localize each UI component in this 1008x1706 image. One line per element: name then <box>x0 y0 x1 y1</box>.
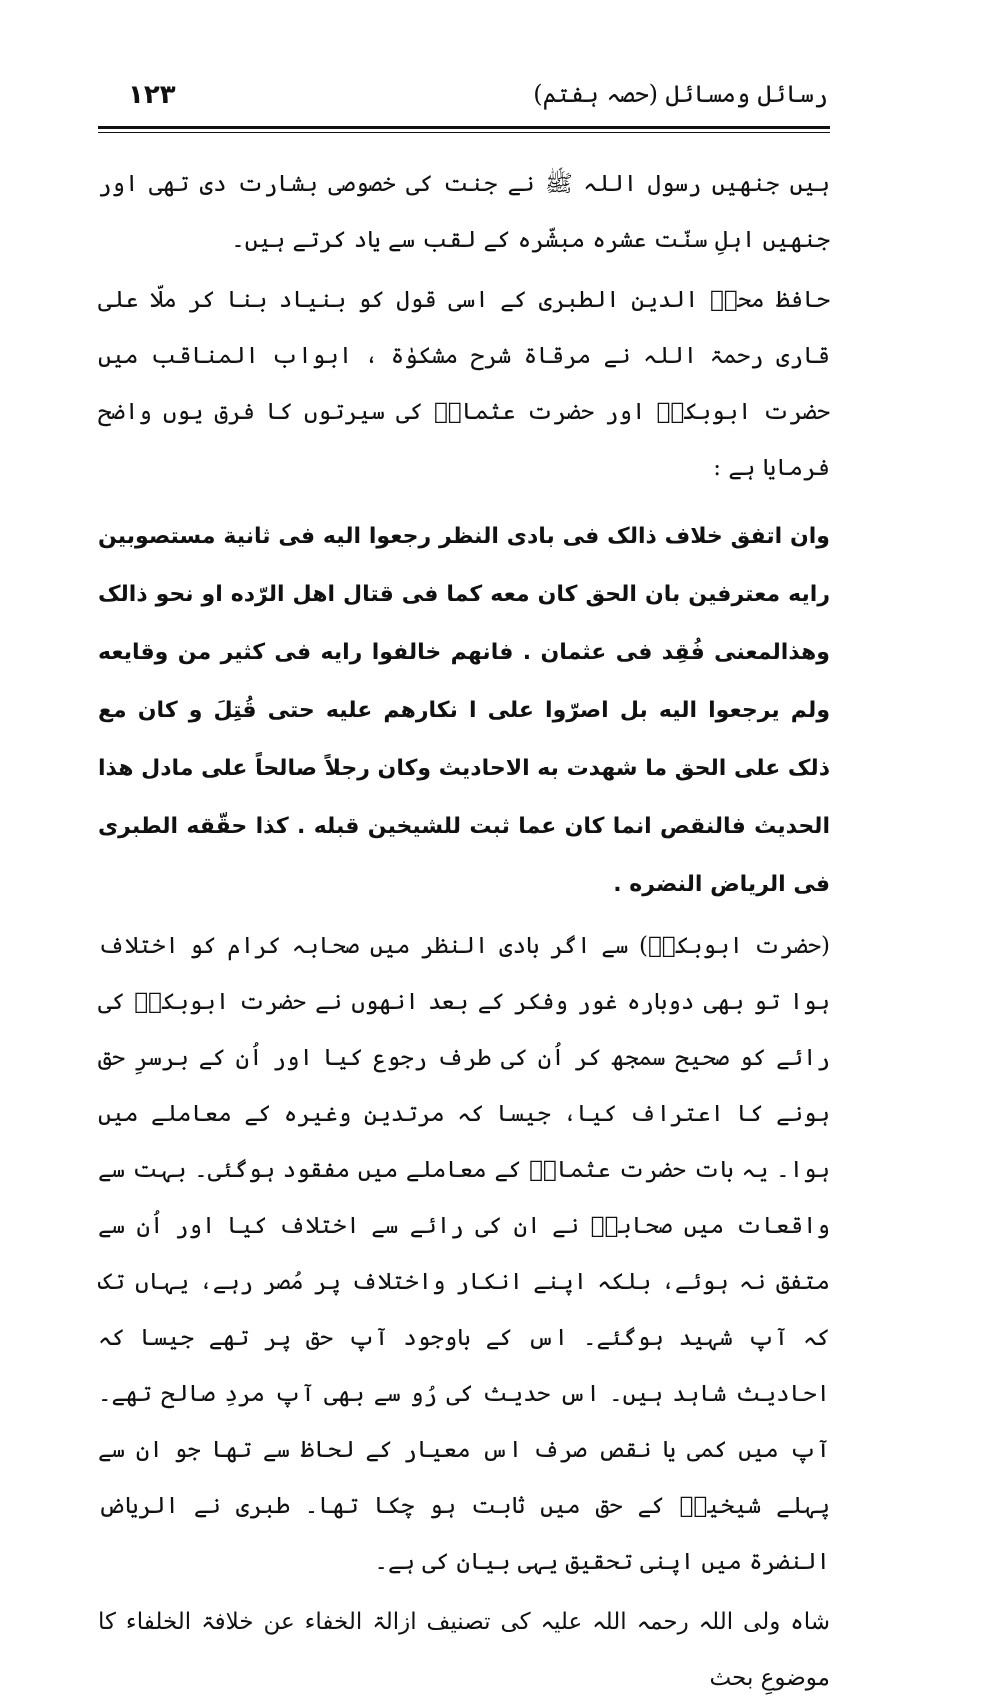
header-rule-thick <box>98 126 830 129</box>
page-header <box>98 80 828 120</box>
arabic-quotation: وان اتفق خلاف ذالک فی بادی النظر رجعوا الیه فی ثانية مستصوبين رايه معترفين بان الحق كان معه كما فی قتال اهل الرّده او نحو ذالک وهذالمعنى فُقِد فی عثمان . فانهم خالفوا رايه فی كثير من وقايعه ولم يرجعوا اليه بل اصرّوا على ا نكارهم عليه حتی قُتِلَ و كان مع ذلک على الحق ما شهدت به الاحاديث وكان رجلاً صالحاً على مادل هذا الحديث فالنقص انما كان عما ثبت للشيخين قبله . كذا حقّقه الطبری فی الرياض النضره . <box>98 524 830 897</box>
header-rule-thin <box>98 132 830 133</box>
paragraph-5: شاہ ولی اللہ رحمہ اللہ علیہ کی تصنیف ازالۃ الخفاء عن خلافۃ الخلفاء کا موضوعِ بحث <box>98 1609 830 1691</box>
running-title: رسائل ومسائل (حصہ ہفتم) <box>533 80 828 108</box>
paragraph-translation: (حضرت ابوبکرؓ) سے اگر بادی النظر میں صحابہ کرام کو اختلاف ہوا تو بھی دوبارہ غور وفکر کے بعد انھوں نے حضرت ابوبکرؓ کی رائے کو صحیح سمجھ کر اُن کی طرف رجوع کیا اور اُن کے برسرِ حق ہونے کا اعتراف کیا، جیسا کہ مرتدین وغیرہ کے معاملے میں ہوا۔ یہ بات حضرت عثمانؓ کے معاملے میں مفقود ہوگئی۔ بہت سے واقعات میں صحابہؓ نے ان کی رائے سے اختلاف کیا اور اُن سے متفق نہ ہوئے، بلکہ اپنے انکار واختلاف پر مُصر رہے، یہاں تک کہ آپ شہید ہوگئے۔ اس کے باوجود آپ حق پر تھے جیسا کہ احادیث شاہد ہیں۔ اس حدیث کی رُو سے بھی آپ مردِ صالح تھے۔ آپ میں کمی یا نقص صرف اس معیار کے لحاظ سے تھا جو ان سے پہلے شیخینؓ کے حق میں ثابت ہو چکا تھا۔ طبری نے الریاض النضرۃ میں اپنی تحقیق یہی بیان کی ہے۔ <box>98 933 830 1575</box>
page-number: ۱۲۳ <box>128 80 176 110</box>
paragraph-1: ہیں جنھیں رسول اللہ ﷺ نے جنت کی خصوصی بشارت دی تھی اور جنھیں اہلِ سنّت عشرہ مبشّرہ کے لقب سے یاد کرتے ہیں۔ <box>98 171 830 253</box>
paragraph-2: حافظ محبؒ الدین الطبری کے اسی قول کو بنیاد بنا کر ملّا علی قاری رحمۃ اللہ نے مرقاۃ شرح مشکوٰۃ ، ابواب المناقب میں حضرت ابوبکرؓ اور حضرت عثمانؓ کی سیرتوں کا فرق یوں واضح فرمایا ہے : <box>98 287 830 481</box>
page-body <box>98 156 830 1706</box>
